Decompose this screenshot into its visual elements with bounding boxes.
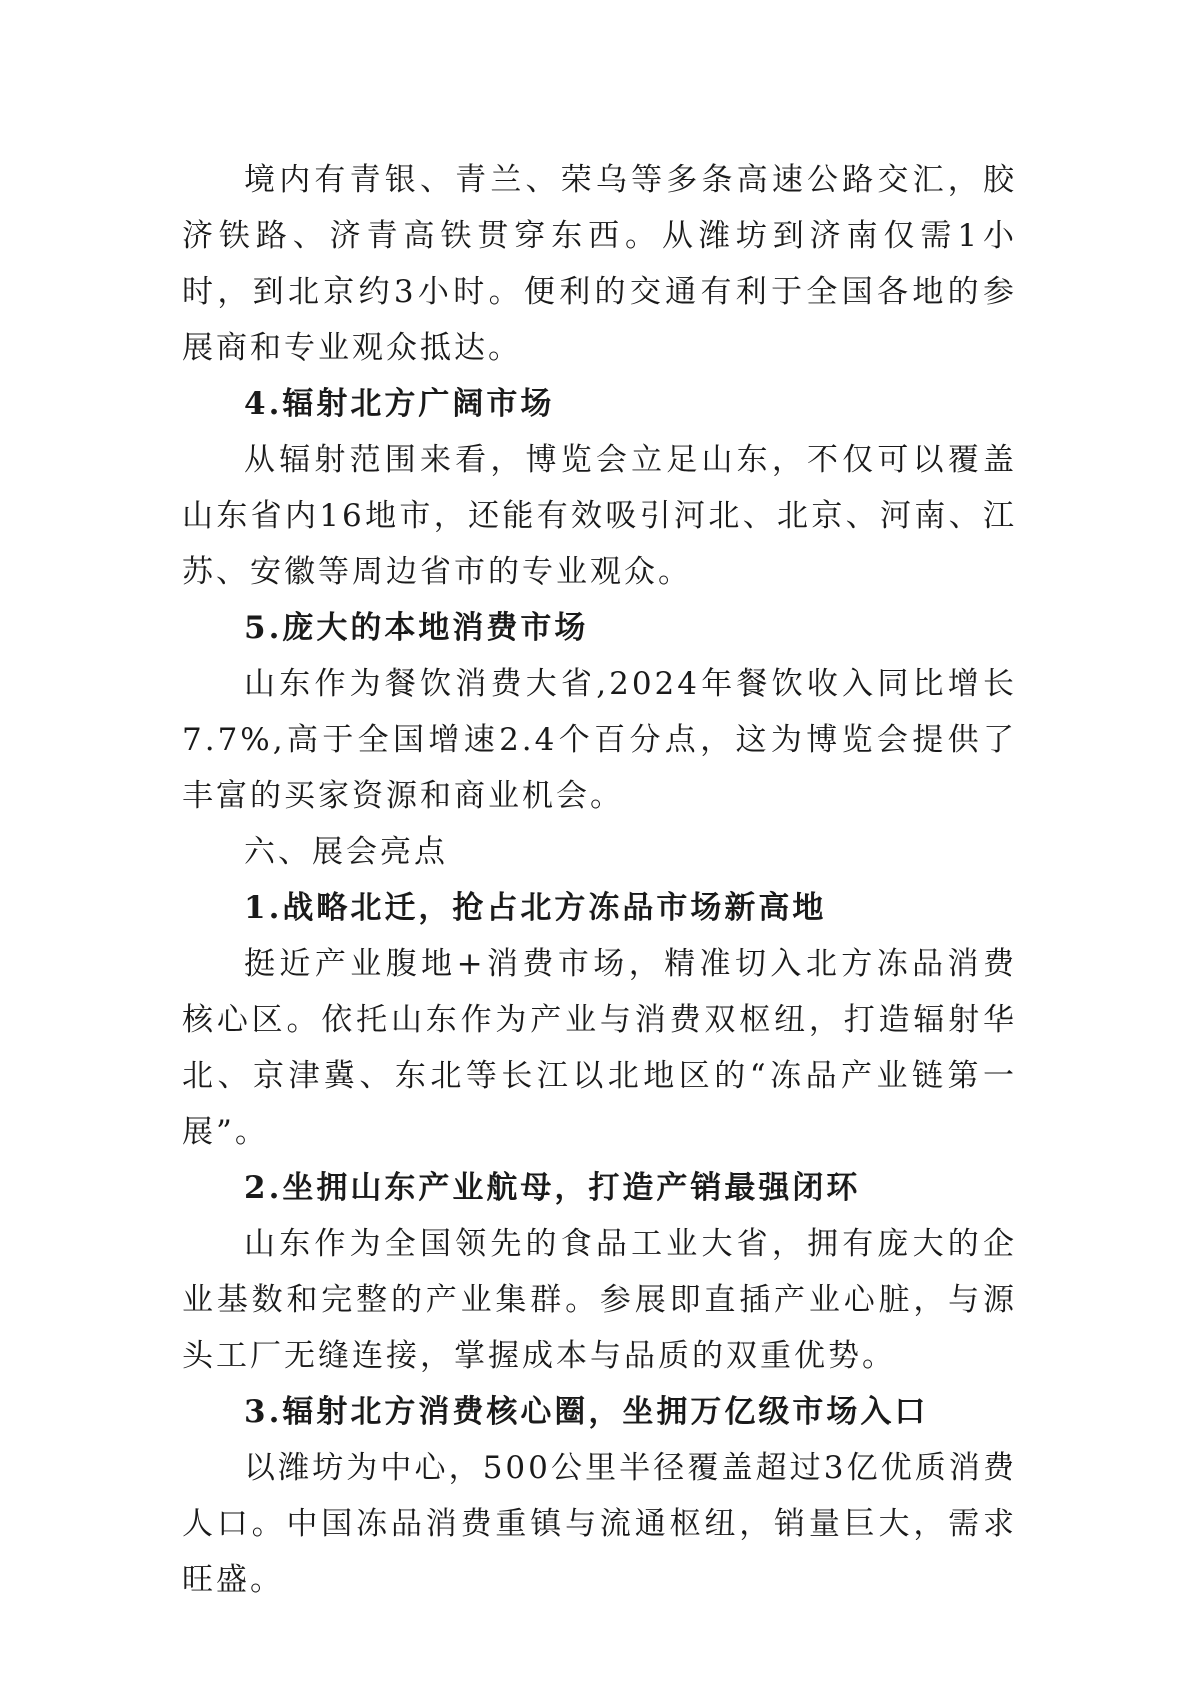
section-6-highlights: 六、展会亮点 — [244, 834, 448, 870]
radiation-paragraph: 从辐射范围来看，博览会立足山东，不仅可以覆盖山东省内16地市，还能有效吸引河北、北京、河南、江苏、安徽等周边省市的专业观众。 — [182, 442, 1017, 590]
heading-4-radiation-market: 4.辐射北方广阔市场 — [244, 386, 555, 422]
consumption-circle-paragraph: 以潍坊为中心，500公里半径覆盖超过3亿优质消费人口。中国冻品消费重镇与流通枢纽，销量巨大，需求旺盛。 — [182, 1450, 1017, 1598]
transport-paragraph: 境内有青银、青兰、荣乌等多条高速公路交汇，胶济铁路、济青高铁贯穿东西。从潍坊到济南仅需1小时，到北京约3小时。便利的交通有利于全国各地的参展商和专业观众抵达。 — [182, 162, 1017, 366]
industry-paragraph: 山东作为全国领先的食品工业大省，拥有庞大的企业基数和完整的产业集群。参展即直插产业心脏，与源头工厂无缝连接，掌握成本与品质的双重优势。 — [182, 1226, 1017, 1374]
consumption-paragraph: 山东作为餐饮消费大省,2024年餐饮收入同比增长7.7%,高于全国增速2.4个百分点，这为博览会提供了丰富的买家资源和商业机会。 — [182, 666, 1017, 814]
heading-2-industry-carrier: 2.坐拥山东产业航母，打造产销最强闭环 — [244, 1170, 861, 1206]
heading-5-local-consumption: 5.庞大的本地消费市场 — [244, 610, 589, 646]
document-body — [182, 152, 1017, 1608]
strategic-paragraph: 挺近产业腹地+消费市场，精准切入北方冻品消费核心区。依托山东作为产业与消费双枢纽，打造辐射华北、京津冀、东北等长江以北地区的“冻品产业链第一展”。 — [182, 946, 1017, 1150]
heading-1-strategic-move: 1.战略北迁，抢占北方冻品市场新高地 — [244, 890, 827, 926]
heading-3-consumption-circle: 3.辐射北方消费核心圈，坐拥万亿级市场入口 — [244, 1394, 929, 1430]
